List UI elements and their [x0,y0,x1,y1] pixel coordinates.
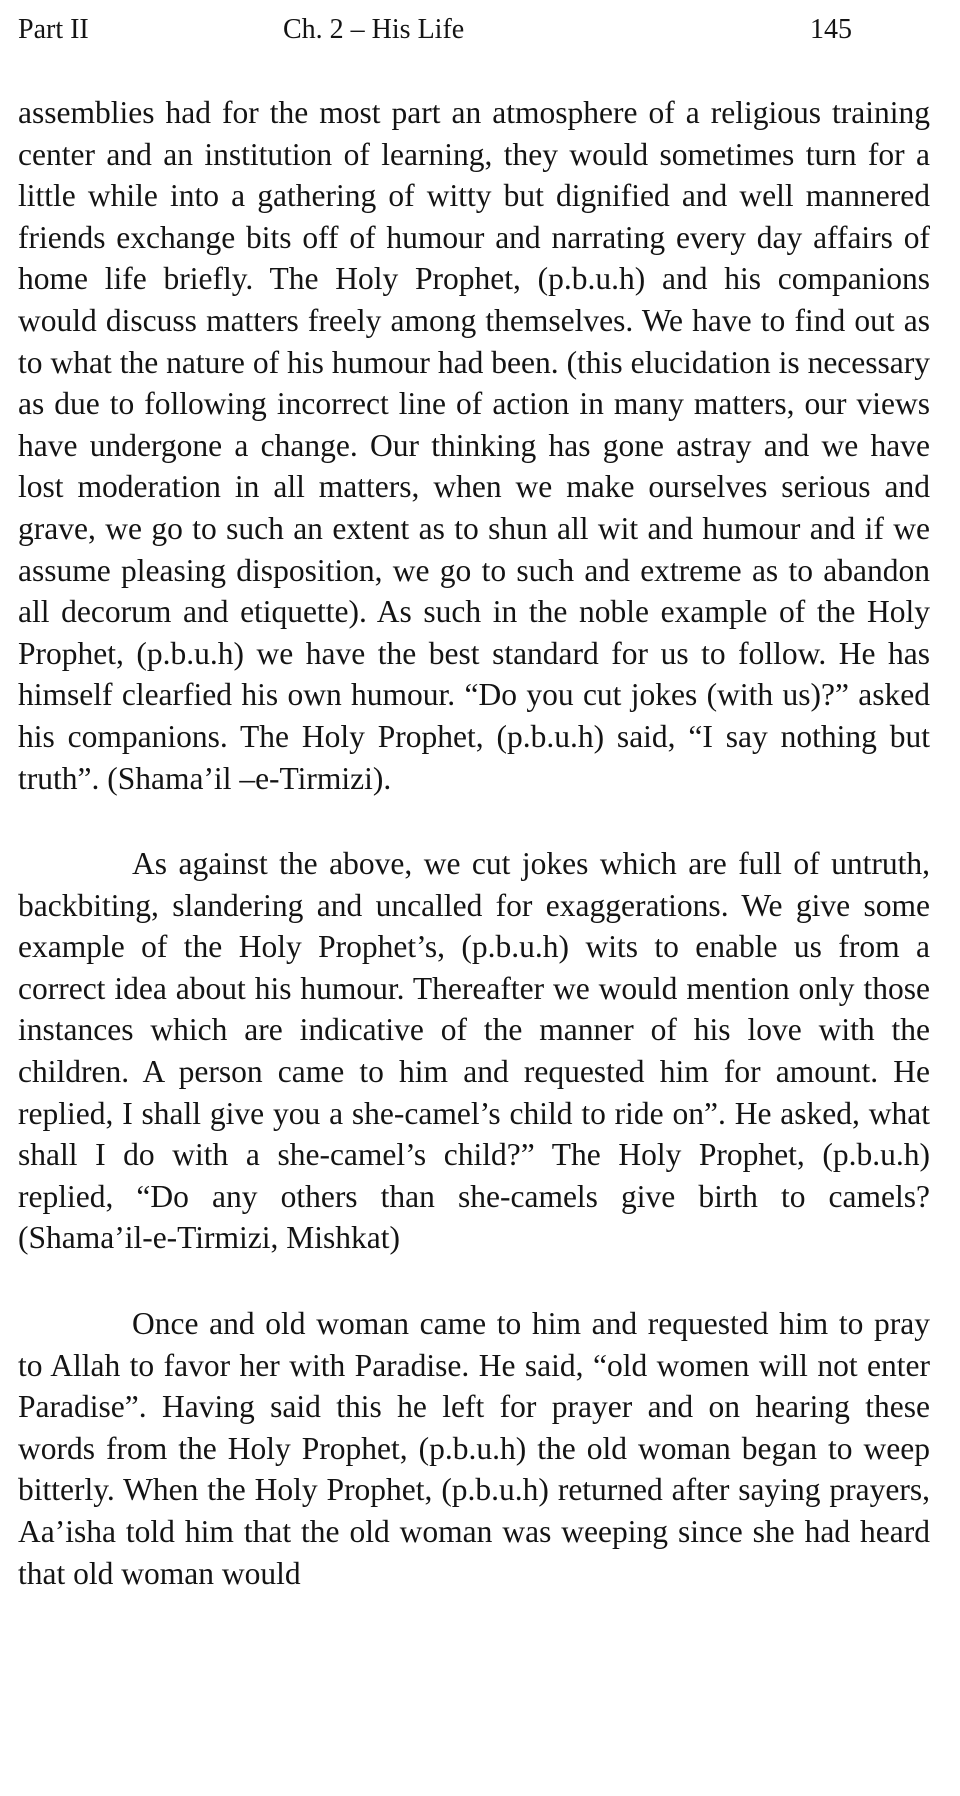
paragraph-3: Once and old woman came to him and requested him to pray to Allah to favor her with Paradise. He said, “old women will not enter Paradise”. Having said this he left for prayer and on hearing these words from the Holy Prophet, (p.b.u.h) the old woman began to weep bitterly. When the Holy Prophet, (p.b.u.h) returned after saying prayers, Aa’isha told him that the old woman was weeping since she had heard that old woman would [18,1306,930,1591]
page-number: 145 [810,14,852,45]
page-body [18,92,930,1594]
part-label: Part II [18,14,89,45]
chapter-title: Ch. 2 – His Life [283,14,465,45]
page-header [0,14,960,54]
paragraph-1: assemblies had for the most part an atmosphere of a religious training center and an institution of learning, they would sometimes turn for a little while into a gathering of witty but dignified and well mannered friends exchange bits off of humour and narrating every day affairs of home life briefly. The Holy Prophet, (p.b.u.h) and his companions would discuss matters freely among themselves. We have to find out as to what the nature of his humour had been. (this elucidation is necessary as due to following incorrect line of action in many matters, our views have undergone a change. Our thinking has gone astray and we have lost moderation in all matters, when we make ourselves serious and grave, we go to such an extent as to shun all wit and humour and if we assume pleasing disposition, we go to such and extreme as to abandon all decorum and etiquette). As such in the noble example of the Holy Prophet, (p.b.u.h) we have the best standard for us to follow. He has himself clearfied his own humour. “Do you cut jokes (with us)?” asked his companions. The Holy Prophet, (p.b.u.h) said, “I say nothing but truth”. (Shama’il –e-Tirmizi). [18,95,930,796]
paragraph-2: As against the above, we cut jokes which are full of untruth, backbiting, slandering and uncalled for exaggerations. We give some example of the Holy Prophet’s, (p.b.u.h) wits to enable us from a correct idea about his humour. Thereafter we would mention only those instances which are indicative of the manner of his love with the children. A person came to him and requested him for amount. He replied, I shall give you a she-camel’s child to ride on”. He asked, what shall I do with a she-camel’s child?” The Holy Prophet, (p.b.u.h) replied, “Do any others than she-camels give birth to camels? (Shama’il-e-Tirmizi, Mishkat) [18,846,930,1256]
